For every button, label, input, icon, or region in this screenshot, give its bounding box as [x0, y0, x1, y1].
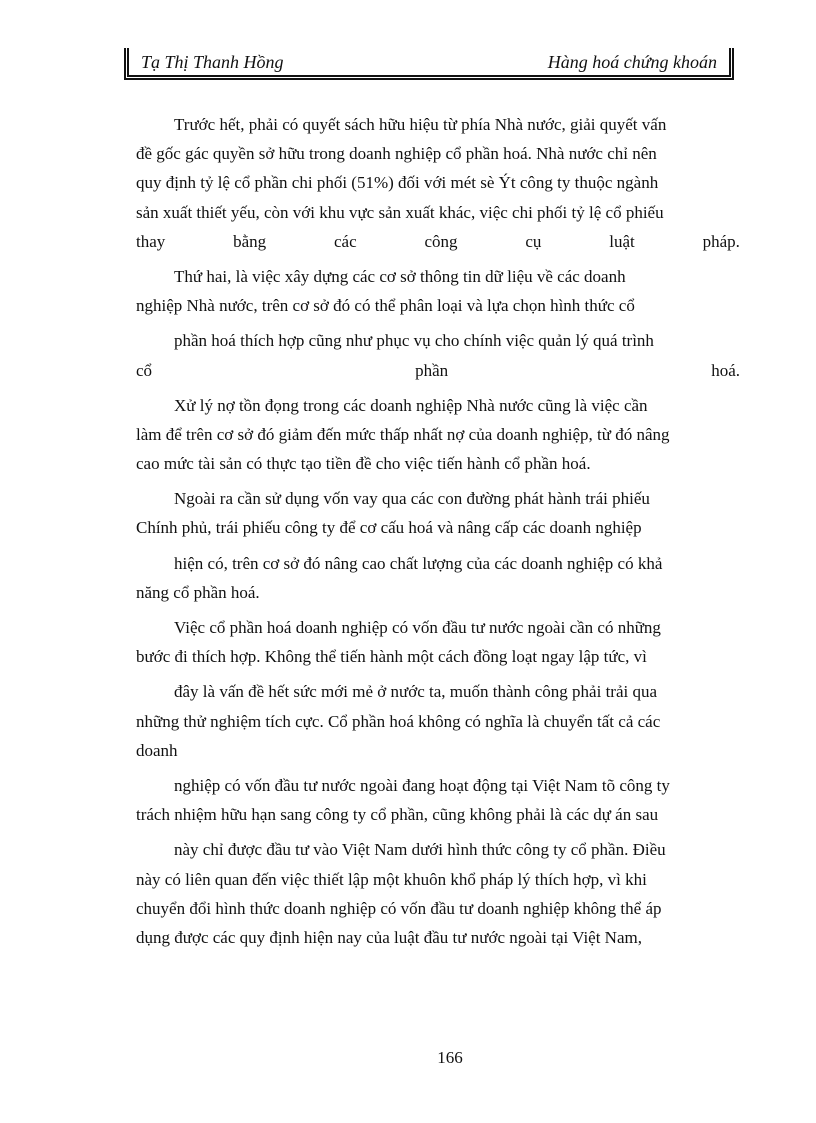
text-line: dụng được các quy định hiện nay của luật đầu tư nước ngoài tại Việt Nam,	[136, 927, 642, 947]
text-line: những thử nghiệm tích cực. Cổ phần hoá không có nghĩa là chuyển tất cả các	[136, 711, 661, 731]
header-title: Hàng hoá chứng khoán	[547, 52, 717, 72]
text-line: làm để trên cơ sở đó giảm đến mức thấp nhất nợ của doanh nghiệp, từ đó nâng	[136, 424, 670, 444]
page-number: 166	[437, 1048, 463, 1067]
text-line: quy định tỷ lệ cổ phần chi phối (51%) đối với mét sè Ýt công ty thuộc ngành	[136, 173, 659, 193]
text-line: này chỉ được đầu tư vào Việt Nam dưới hình thức công ty cổ phần. Điều	[174, 840, 666, 860]
text-line: Việc cổ phần hoá doanh nghiệp có vốn đầu tư nước ngoài cần có những	[174, 618, 661, 637]
text-line: cao mức tài sản có thực tạo tiền đề cho việc tiến hành cổ phần hoá.	[136, 454, 591, 474]
text-line: nghiệp có vốn đầu tư nước ngoài đang hoạt động tại Việt Nam tõ công ty	[174, 775, 670, 795]
running-header	[124, 48, 734, 80]
word: cụ	[525, 231, 542, 251]
text-line: trách nhiệm hữu hạn sang công ty cổ phần, cũng không phải là các dự án sau	[136, 805, 659, 825]
document-body	[136, 110, 740, 952]
word: luật	[609, 231, 635, 251]
text-line: nghiệp Nhà nước, trên cơ sở đó có thể phân loại và lựa chọn hình thức cổ	[136, 296, 635, 316]
text-line: chuyển đổi hình thức doanh nghiệp có vốn đầu tư doanh nghiệp không thể áp	[136, 898, 662, 918]
justified-line	[136, 356, 740, 385]
text-line: Ngoài ra cần sử dụng vốn vay qua các con đường phát hành trái phiếu	[174, 489, 650, 509]
header-author: Tạ Thị Thanh Hồng	[141, 52, 284, 72]
word: bằng	[233, 231, 267, 251]
text-line: Chính phủ, trái phiếu công ty để cơ cấu hoá và nâng cấp các doanh nghiệp	[136, 518, 642, 538]
text-line: Thứ hai, là việc xây dựng các cơ sở thông tin dữ liệu về các doanh	[174, 266, 626, 286]
word: các	[334, 231, 357, 251]
text-line: Xử lý nợ tồn đọng trong các doanh nghiệp Nhà nước cũng là việc cần	[174, 395, 648, 415]
justified-line	[136, 227, 740, 256]
word: phần	[415, 360, 449, 380]
text-line: này có liên quan đến việc thiết lập một khuôn khổ pháp lý thích hợp, vì khi	[136, 869, 647, 889]
text-line: đây là vấn đề hết sức mới mẻ ở nước ta, muốn thành công phải trải qua	[174, 682, 658, 702]
text-line: sản xuất thiết yếu, còn với khu vực sản xuất khác, việc chi phối tỷ lệ cổ phiếu	[136, 202, 664, 222]
word: pháp.	[702, 231, 740, 251]
word: cổ	[136, 360, 153, 380]
text-line: năng cổ phần hoá.	[136, 582, 260, 602]
word: công	[424, 231, 458, 251]
text-line: Trước hết, phải có quyết sách hữu hiệu từ phía Nhà nước, giải quyết vấn	[174, 115, 667, 134]
text-line: đề gốc gác quyền sở hữu trong doanh nghiệp cổ phần hoá. Nhà nước chỉ nên	[136, 144, 657, 164]
text-line: hiện có, trên cơ sở đó nâng cao chất lượng của các doanh nghiệp có khả	[174, 553, 663, 573]
text-line: doanh	[136, 740, 178, 760]
text-line: bước đi thích hợp. Không thể tiến hành một cách đồng loạt ngay lập tức, vì	[136, 647, 647, 667]
word: hoá.	[711, 360, 740, 380]
text-line: phần hoá thích hợp cũng như phục vụ cho chính việc quản lý quá trình	[174, 331, 654, 351]
word: thay	[136, 231, 166, 251]
